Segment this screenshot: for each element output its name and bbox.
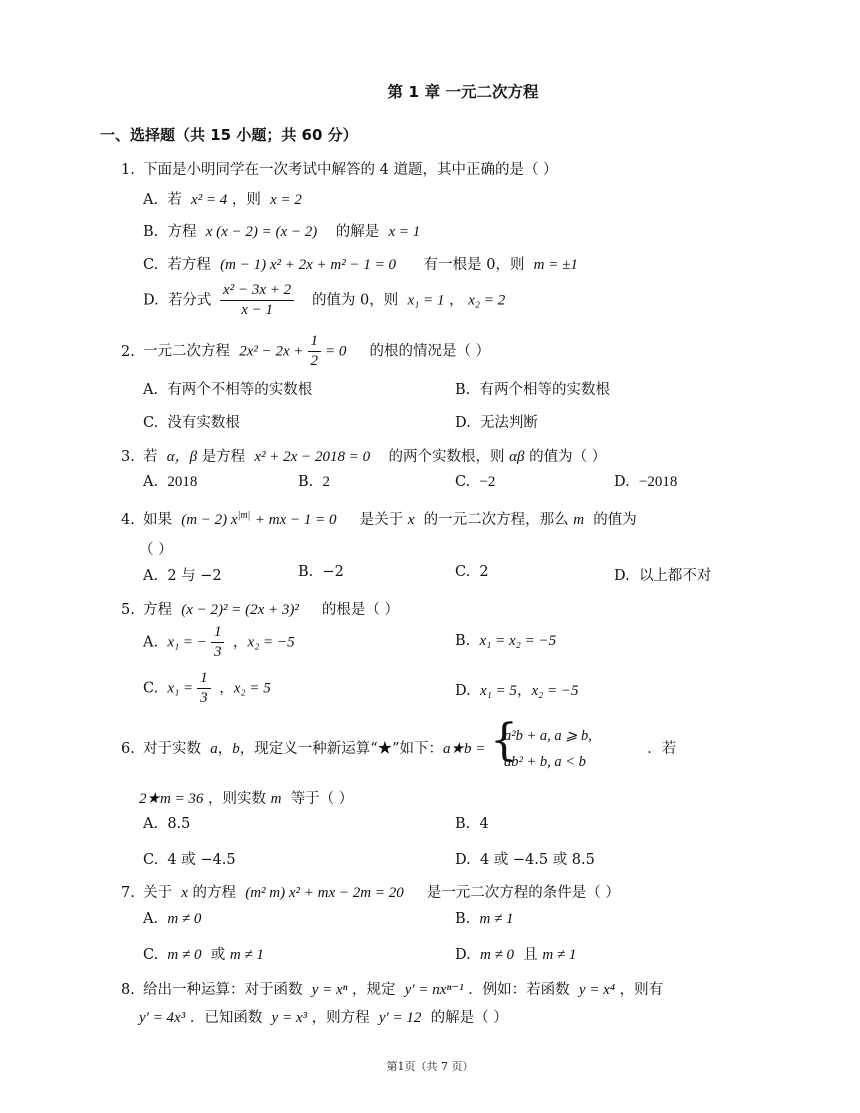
question-5-stem: 5. 方程 (x − 2)² = (2x + 3)² 的根是（ ）	[121, 602, 400, 618]
question-4-option-c: C. 2	[455, 564, 489, 580]
question-3-option-b: B. 2	[298, 474, 330, 490]
question-7-option-a: A. m ≠ 0	[143, 911, 202, 927]
question-5-option-a: A. x₁ = − $\frac{1}{3}$ ，x₂ = −5	[143, 624, 295, 660]
question-1-option-d: D. 若分式 $\frac{\text{x² − 3x + 2}}{x - 1}$ 的值为 0，则 x₁ = 1 ， x₂ = 2	[143, 282, 506, 318]
question-2-stem: 2. 一元二次方程 2x² − 2x + $\frac{1}{2}$ = 0 的根的情况是（ ）	[121, 333, 491, 369]
question-6-stem: 6. 对于实数 a，b，现定义一种新运算“★”如下：a★b = { a²b + a, a ⩾ b, ab² + b, a < b ．若	[121, 723, 766, 775]
question-4-stem: 4. 如果 (m − 2) $x^{|m|}$ + mx − 1 = 0 是关于 x 的一元二次方程，那么 m 的值为	[121, 510, 637, 528]
question-4-option-b: B. −2	[298, 564, 344, 580]
question-6-option-c: C. 4 或 −4.5	[143, 852, 236, 868]
fraction: $\frac{1}{2}$	[308, 333, 322, 370]
question-7-option-c: C. m ≠ 0 或 m ≠ 1	[143, 947, 264, 963]
question-5-option-b: B. x₁ = x₂ = −5	[455, 633, 557, 649]
question-2-option-b: B. 有两个相等的实数根	[455, 382, 610, 398]
chapter-title: 第 1 章 一元二次方程	[387, 83, 539, 101]
question-8-stem: 8. 给出一种运算：对于函数 y = xⁿ ，规定 y′ = nxⁿ⁻¹ ．例如：若函数 y = x⁴ ，则有	[121, 982, 664, 998]
page-footer: 第1页（共 7 页）	[386, 1060, 474, 1073]
question-3-option-d: D. −2018	[614, 474, 678, 490]
question-1-option-a: A. 若 x² = 4 ，则 x = 2	[143, 192, 302, 208]
question-3-stem: 3. 若 α，β 是方程 x² + 2x − 2018 = 0 的两个实数根，则 αβ 的值为（ ）	[121, 449, 607, 465]
question-6-option-d: D. 4 或 −4.5 或 8.5	[455, 852, 595, 868]
question-1-option-b: B. 方程 x (x − 2) = (x − 2) 的解是 x = 1	[143, 224, 421, 240]
question-3-option-c: C. −2	[455, 474, 496, 490]
section-title: 一、选择题（共 15 小题；共 60 分）	[100, 126, 358, 144]
question-4-option-d: D. 以上都不对	[614, 568, 712, 584]
question-number: 1.	[121, 162, 135, 178]
question-5-option-c: C. x₁ = $\frac{1}{3}$ ，x₂ = 5	[143, 670, 271, 706]
question-7-stem: 7. 关于 x 的方程 (m² m) x² + mx − 2m = 20 是一元二次方程的条件是（ ）	[121, 885, 620, 901]
question-1-stem	[121, 158, 761, 179]
question-2-option-d: D. 无法判断	[455, 415, 538, 431]
question-4-option-a: A. 2 与 −2	[143, 568, 222, 584]
question-6-stem-line2: 2★m = 36 ，则实数 m 等于（ ）	[139, 791, 354, 807]
question-2-option-a: A. 有两个不相等的实数根	[143, 382, 313, 398]
fraction: $\frac{\text{x² − 3x + 2}}{x - 1}$	[220, 282, 294, 319]
question-2-option-c: C. 没有实数根	[143, 415, 240, 431]
question-6-option-b: B. 4	[455, 816, 489, 832]
question-4-stem-line2: （ ）	[139, 542, 173, 558]
question-text: 下面是小明同学在一次考试中解答的 4 道题，其中正确的是（ ）	[143, 162, 558, 178]
question-7-option-b: B. m ≠ 1	[455, 911, 514, 927]
question-3-option-a: A. 2018	[143, 474, 198, 490]
question-6-option-a: A. 8.5	[143, 816, 191, 832]
question-7-option-d: D. m ≠ 0 且 m ≠ 1	[455, 947, 577, 963]
question-5-option-d: D. x₁ = 5，x₂ = −5	[455, 683, 579, 699]
question-8-stem-line2: y′ = 4x³ ．已知函数 y = x³ ，则方程 y′ = 12 的解是（ ）	[139, 1010, 508, 1026]
piecewise-definition: { a²b + a, a ⩾ b, ab² + b, a < b	[489, 715, 592, 770]
question-1-option-c: C. 若方程 (m − 1) x² + 2x + m² − 1 = 0 有一根是 0，则 m = ±1	[143, 257, 578, 273]
